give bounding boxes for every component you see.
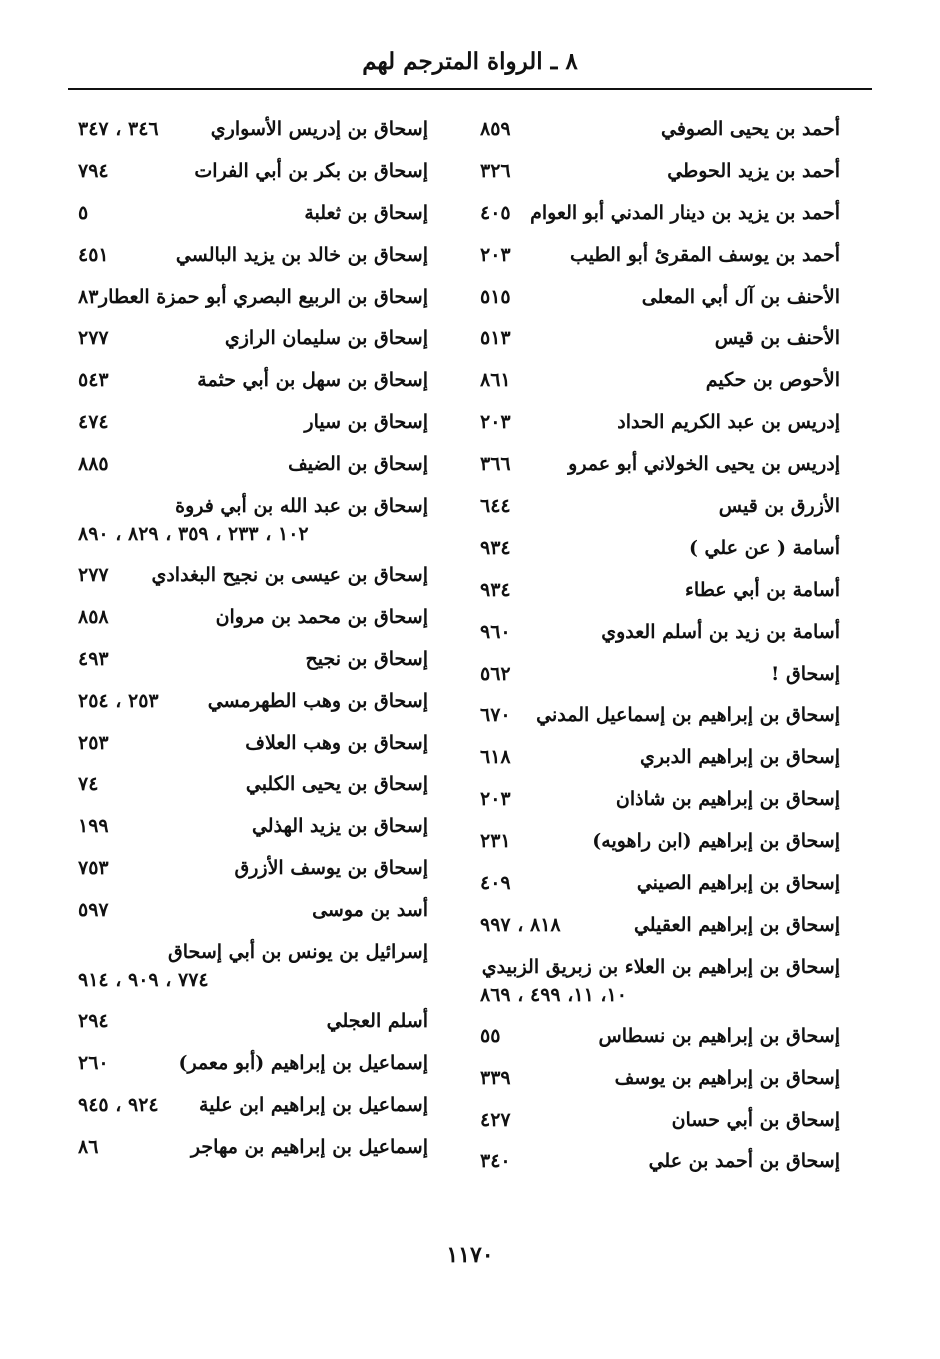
index-entry <box>480 906 840 948</box>
index-entry <box>480 487 840 529</box>
index-entry <box>78 487 428 556</box>
entry-name: أسامة بن أبي عطاء <box>685 578 840 601</box>
index-entry <box>480 361 840 403</box>
entry-name: أحمد بن يوسف المقرئ أبو الطيب <box>570 243 840 266</box>
entry-name: إسماعيل بن إبراهيم (أبو معمر) <box>178 1051 428 1074</box>
page-header <box>68 48 872 90</box>
entry-pages: ٨١٨ ، ٩٩٧ <box>480 913 561 936</box>
index-entry <box>78 445 428 487</box>
index-entry <box>480 571 840 613</box>
entry-pages: ٩٢٤ ، ٩٤٥ <box>78 1093 159 1116</box>
entry-name: إسحاق بن إبراهيم (ابن راهويه) <box>592 830 840 853</box>
index-entry <box>78 1002 428 1044</box>
entry-pages: ٩٣٤ <box>480 536 511 559</box>
entry-name: إسحاق بن يحيى الكلبي <box>245 773 428 796</box>
entry-pages: ٦١٨ <box>480 746 511 769</box>
entry-name: إسحاق بن محمد بن مروان <box>215 605 428 628</box>
index-entry <box>480 445 840 487</box>
entry-name: الأحوص بن حكيم <box>705 369 840 392</box>
entry-pages: ٤٢٧ <box>480 1108 511 1131</box>
index-entry <box>78 807 428 849</box>
entry-pages: ٢٠٣ <box>480 788 511 811</box>
entry-pages: ٥٥ <box>480 1024 501 1047</box>
entry-pages: ٦٤٤ <box>480 495 511 518</box>
index-entry <box>480 236 840 278</box>
index-entry <box>480 152 840 194</box>
index-entry <box>480 1059 840 1101</box>
index-entry <box>78 236 428 278</box>
entry-pages: ٤٩٣ <box>78 647 109 670</box>
index-entry <box>480 780 840 822</box>
entry-name: إسحاق بن سهل بن أبي حثمة <box>197 369 428 392</box>
entry-name: إدريس بن يحيى الخولاني أبو عمرو <box>568 453 840 476</box>
entry-pages: ٦٧٠ <box>480 704 511 727</box>
entry-name: إسحاق بن نجيح <box>305 647 428 670</box>
index-entry <box>78 110 428 152</box>
index-entry <box>480 319 840 361</box>
entry-pages: ٥٩٧ <box>78 899 109 922</box>
entry-pages: ٨٦١ <box>480 369 511 392</box>
index-entry <box>78 556 428 598</box>
entry-pages: ٢٩٤ <box>78 1010 109 1033</box>
index-entry <box>480 864 840 906</box>
index-entry <box>480 1101 840 1143</box>
entry-pages: ٢٣١ <box>480 830 511 853</box>
entry-name: إسرائيل بن يونس بن أبي إسحاق <box>168 941 428 964</box>
entry-name: أسد بن موسى <box>312 899 428 922</box>
index-entry <box>78 1128 428 1170</box>
index-entry <box>78 765 428 807</box>
index-entry <box>480 822 840 864</box>
entry-name: الأزرق بن قيس <box>718 495 840 518</box>
index-entry <box>480 613 840 655</box>
index-entry <box>78 278 428 320</box>
index-entry <box>480 194 840 236</box>
entry-pages: ٢٥٣ ، ٢٥٤ <box>78 689 159 712</box>
entry-pages: ٥ <box>78 201 89 224</box>
index-entry <box>480 655 840 697</box>
index-entry <box>78 361 428 403</box>
left-index-column <box>78 110 428 1170</box>
entry-pages: ٨٦ <box>78 1135 99 1158</box>
index-entry <box>78 319 428 361</box>
entry-name: الأحنف بن آل أبي المعلى <box>641 285 840 308</box>
entry-pages: ١٩٩ <box>78 815 109 838</box>
entry-name: إسحاق ! <box>771 662 840 685</box>
entry-pages: ٨٥٩ <box>480 118 511 140</box>
entry-pages: ٤٠٥ <box>480 201 511 224</box>
entry-pages: ٨٨٥ <box>78 453 109 476</box>
entry-name: إسحاق بن إبراهيم الصيني <box>636 872 840 895</box>
entry-pages: ٤٧٤ <box>78 411 109 434</box>
entry-name: أحمد بن يزيد الحوطي <box>667 159 840 182</box>
entry-pages: ٥١٥ <box>480 285 511 308</box>
entry-pages: ٢٠٣ <box>480 411 511 434</box>
entry-name: إسحاق بن خالد بن يزيد البالسي <box>175 243 428 266</box>
entry-name: إسحاق بن عيسى بن نجيح البغدادي <box>151 564 428 587</box>
entry-pages: ٧٩٤ <box>78 159 109 182</box>
entry-name: أسلم العجلي <box>326 1010 428 1033</box>
index-entry <box>480 738 840 780</box>
entry-name: إسماعيل بن إبراهيم ابن علية <box>199 1093 428 1116</box>
index-entry <box>78 194 428 236</box>
index-entry <box>78 933 428 1002</box>
entry-pages: ٨٥٨ <box>78 605 109 628</box>
entry-name: أسامة بن زيد بن أسلم العدوي <box>601 620 840 643</box>
entry-name: إسحاق بن أحمد بن علي <box>648 1150 840 1173</box>
entry-name: إسحاق بن الربيع البصري أبو حمزة العطار <box>98 285 428 308</box>
index-entry <box>78 849 428 891</box>
entry-name: إسحاق بن إبراهيم بن يوسف <box>614 1066 840 1089</box>
page-title: ٨ ـ الرواة المترجم لهم <box>362 48 578 75</box>
entry-pages: ٤٥١ <box>78 243 109 266</box>
entry-name: إسحاق بن إبراهيم بن العلاء بن زبريق الزبيدي <box>481 955 840 978</box>
entry-name: إسحاق بن إبراهيم بن نسطاس <box>598 1024 840 1047</box>
index-entry <box>480 278 840 320</box>
entry-name: إسحاق بن بكر بن أبي الفرات <box>194 159 428 182</box>
entry-name: الأحنف بن قيس <box>714 327 840 350</box>
index-entry <box>480 1017 840 1059</box>
entry-name: إسحاق بن إبراهيم العقيلي <box>633 913 840 936</box>
entry-name: إسحاق بن وهب الطهرمسي <box>207 689 428 712</box>
entry-pages: ٣٤٦ ، ٣٤٧ <box>78 118 159 140</box>
entry-name: إسحاق بن ثعلبة <box>304 201 428 224</box>
entry-name: إسحاق بن إدريس الأسواري <box>210 118 428 140</box>
index-entry <box>78 891 428 933</box>
entry-pages: ١٠٢ ، ٢٣٣ ، ٣٥٩ ، ٨٢٩ ، ٨٩٠ <box>78 523 309 546</box>
entry-pages: ٧٥٣ <box>78 857 109 880</box>
page-number: ١١٧٠ <box>446 1242 494 1268</box>
index-entry <box>78 598 428 640</box>
entry-pages: ٩٣٤ <box>480 578 511 601</box>
entry-pages: ٧٤ <box>78 773 99 796</box>
entry-pages: ٢٥٣ <box>78 731 109 754</box>
entry-pages: ٥٦٢ <box>480 662 511 685</box>
entry-pages: ٢٧٧ <box>78 327 109 350</box>
entry-name: إسحاق بن أبي حسان <box>671 1108 840 1131</box>
index-entry <box>480 403 840 445</box>
entry-name: أسامة ( عن علي ) <box>688 536 840 559</box>
entry-name: إسحاق بن عبد الله بن أبي فروة <box>175 495 428 518</box>
index-entry <box>480 948 840 1017</box>
index-entry <box>78 152 428 194</box>
entry-name: إسحاق بن يزيد الهذلي <box>251 815 428 838</box>
entry-name: إسحاق بن سيار <box>304 411 428 434</box>
index-entry <box>78 724 428 766</box>
index-entry <box>78 682 428 724</box>
entry-name: إدريس بن عبد الكريم الحداد <box>617 411 840 434</box>
entry-name: إسحاق بن إبراهيم بن إسماعيل المدني <box>536 704 840 727</box>
entry-name: إسحاق بن سليمان الرازي <box>224 327 428 350</box>
entry-name: إسحاق بن وهب العلاف <box>245 731 428 754</box>
entry-pages: ٤٠٩ <box>480 872 511 895</box>
entry-pages: ٢٦٠ <box>78 1051 109 1074</box>
entry-name: إسماعيل بن إبراهيم بن مهاجر <box>190 1135 428 1158</box>
entry-pages: ٣٤٠ <box>480 1150 511 1173</box>
entry-name: إسحاق بن يوسف الأزرق <box>234 857 428 880</box>
entry-name: أحمد بن يزيد بن دينار المدني أبو العوام <box>530 201 840 224</box>
entry-pages: ٧٧٤ ، ٩٠٩ ، ٩١٤ <box>78 969 209 992</box>
entry-pages: ٥١٣ <box>480 327 511 350</box>
entry-name: إسحاق بن إبراهيم الدبري <box>639 746 840 769</box>
index-entry <box>78 1086 428 1128</box>
index-entry <box>480 696 840 738</box>
entry-pages: ٥٤٣ <box>78 369 109 392</box>
index-entry <box>480 529 840 571</box>
index-entry <box>78 403 428 445</box>
entry-pages: ٣٢٦ <box>480 159 511 182</box>
right-index-column <box>480 110 840 1184</box>
index-entry <box>480 110 840 152</box>
entry-pages: ٨٣ <box>78 285 99 308</box>
entry-pages: ٣٦٦ <box>480 453 511 476</box>
entry-pages: ٢٧٧ <box>78 564 109 587</box>
index-entry <box>78 640 428 682</box>
entry-name: إسحاق بن الضيف <box>288 453 428 476</box>
entry-name: إسحاق بن إبراهيم بن شاذان <box>615 788 840 811</box>
entry-name: أحمد بن يحيى الصوفي <box>661 118 840 140</box>
index-entry <box>78 1044 428 1086</box>
index-entry <box>480 1142 840 1184</box>
entry-pages: ١٠، ١١، ٤٩٩ ، ٨٦٩ <box>480 983 627 1006</box>
entry-pages: ٩٦٠ <box>480 620 511 643</box>
entry-pages: ٢٠٣ <box>480 243 511 266</box>
entry-pages: ٣٣٩ <box>480 1066 511 1089</box>
